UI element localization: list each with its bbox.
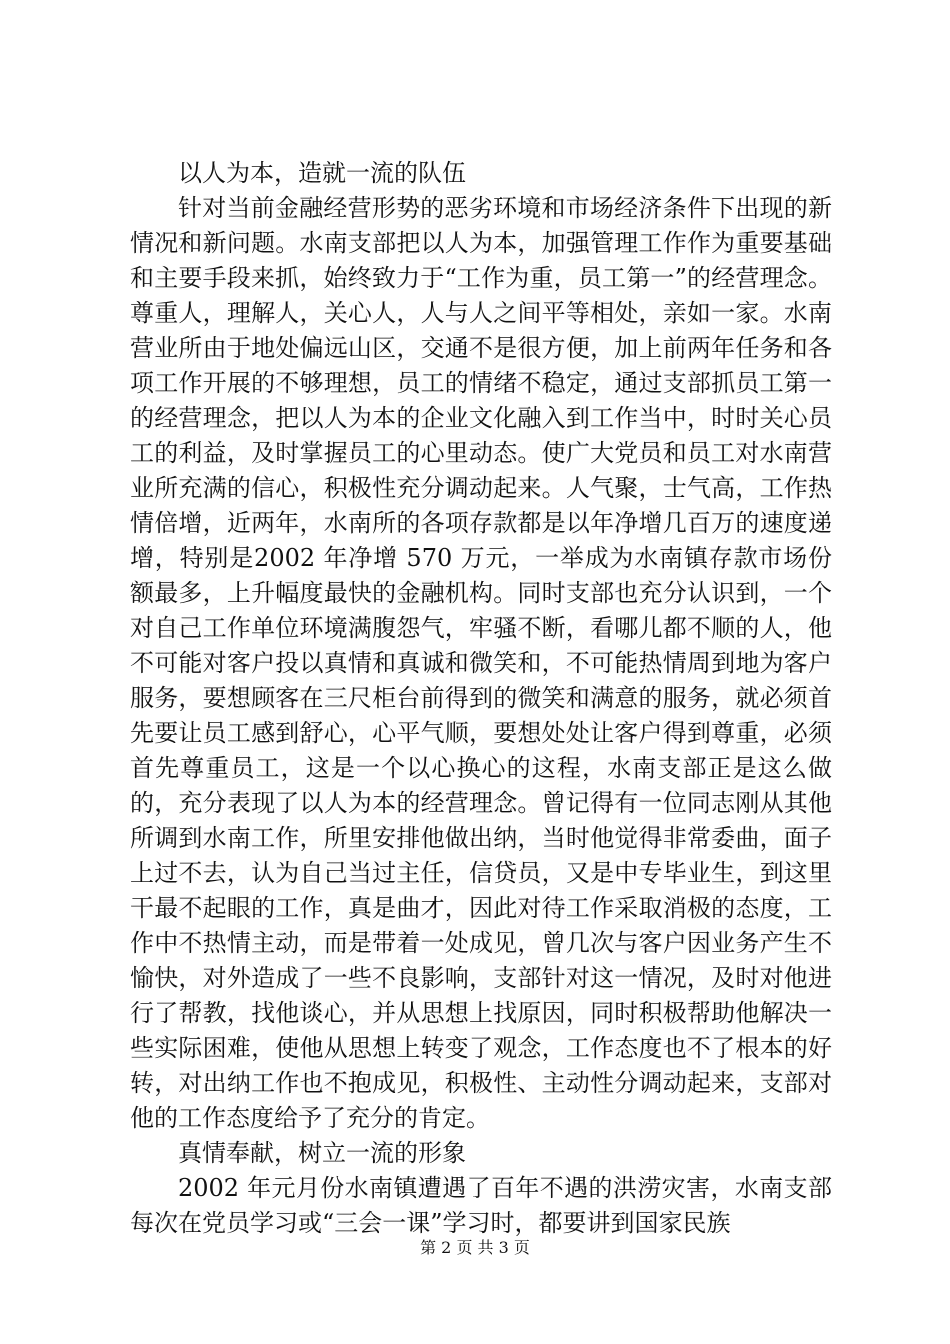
section-heading-people-oriented: 以人为本，造就一流的队伍 <box>178 159 466 187</box>
page-footer: 第 2 页 共 3 页 <box>420 1238 530 1257</box>
section-paragraph-people-oriented: 针对当前金融经营形势的恶劣环境和市场经济条件下出现的新情况和新问题。水南支部把以人为本，加强管理工作作为重要基础和主要手段来抓，始终致力于“工作为重，员工第一”的经营理念。尊重人，理解人，关心人，人与人之间平等相处，亲如一家。水南营业所由于地处偏远山区，交通不是很方便，加上前两年任务和各项工作开展的不够理想，员工的情绪不稳定，通过支部抓员工第一的经营理念，把以人为本的企业文化融入到工作当中，时时关心员工的利益，及时掌握员工的心里动态。使广大党员和员工对水南营业所充满的信心，积极性充分调动起来。人气聚，士气高，工作热情倍增，近两年，水南所的各项存款都是以年净增几百万的速度递增，特别是2002 年净增 570 万元，一举成为水南镇存款市场份额最多，上升幅度最快的金融机构。同时支部也充分认识到，一个对自己工作单位环境满腹怨气，牢骚不断，看哪儿都不顺的人，他不可能对客户投以真情和真诚和微笑和，不可能热情周到地为客户服务，要想顾客在三尺柜台前得到的微笑和满意的服务，就必须首先要让员工感到舒心，心平气顺，要想处处让客户得到尊重，必须首先尊重员工，这是一个以心换心的这程，水南支部正是这么做的，充分表现了以人为本的经营理念。曾记得有一位同志刚从其他所调到水南工作，所里安排他做出纳，当时他觉得非常委曲，面子上过不去，认为自己当过主任，信贷员，又是中专毕业生，到这里干最不起眼的工作，真是曲才，因此对待工作采取消极的态度，工作中不热情主动，而是带着一处成见，曾几次与客户因业务产生不愉快，对外造成了一些不良影响，支部针对这一情况，及时对他进行了帮教，找他谈心，并从思想上找原因，同时积极帮助他解决一些实际困难，使他从思想上转变了观念，工作态度也不了根本的好转，对出纳工作也不抱成见，积极性、主动性分调动起来，支部对他的工作态度给予了充分的肯定。 <box>130 194 832 1132</box>
document-body <box>130 156 832 1241</box>
section-paragraph-dedication: 2002 年元月份水南镇遭遇了百年不遇的洪涝灾害，水南支部每次在党员学习或“三会一课”学习时，都要讲到国家民族 <box>130 1174 832 1237</box>
section-heading-dedication: 真情奉献，树立一流的形象 <box>178 1139 466 1167</box>
